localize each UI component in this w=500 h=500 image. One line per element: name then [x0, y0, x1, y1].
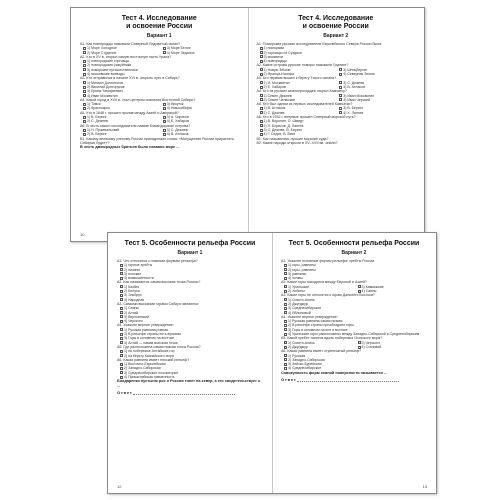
option-label: 1) И. Москвитин [263, 80, 290, 85]
test-title: Тест 4. Исследование [298, 15, 374, 22]
test-title: и освоение России [126, 23, 193, 30]
answer-options [117, 306, 263, 323]
checkbox[interactable] [120, 307, 123, 310]
page-12 [108, 233, 272, 493]
answer-options [117, 285, 263, 302]
option-label: 3) Зейско-Бурейская [288, 362, 322, 367]
option-label: 4) Среднесибирское [288, 366, 322, 371]
option-label: 2) Западно-Сибирская [288, 357, 325, 362]
option-label: 4) Иван Москвитин [87, 93, 118, 98]
checkbox[interactable] [260, 124, 263, 127]
answer-option[interactable] [163, 51, 239, 55]
checkbox[interactable] [284, 268, 287, 271]
option-label: 1) Н. Пржевальский [87, 127, 120, 132]
test-title: Тест 5. Особенности рельефа России [288, 240, 420, 247]
option-label: 1) Томск [87, 102, 101, 107]
option-label: 2) горы, равнины [288, 267, 316, 272]
question-text: А5. Кто был одним из первых исследователей Камчатки? [256, 102, 353, 107]
option-label: 4) Яблоновый [288, 310, 311, 315]
answer-line [281, 377, 427, 382]
option-label: 1) поморами [263, 46, 285, 51]
checkbox[interactable] [120, 367, 123, 370]
question-text: А1. Укажите основные формы рельефа: хребты России. [281, 259, 376, 263]
bottom-book-spread [107, 232, 437, 494]
option-label: 1) Русская равнина ровная [124, 327, 169, 332]
checkbox[interactable] [83, 81, 86, 84]
option-label: 3) Море Белое [166, 46, 191, 51]
question-text: А5. Кто в 1648 г. прошел пролив между Азией и Америкой? [80, 110, 179, 115]
checkbox[interactable] [83, 73, 86, 76]
checkbox[interactable] [284, 320, 287, 323]
checkbox[interactable] [120, 337, 123, 340]
option-label: 2) Л. Борисов, Д. Лаптев [263, 123, 304, 128]
question-text: А5. Какой хребет тянется вдоль побережья Охотского моря? [281, 336, 383, 341]
page-number: 12 [117, 484, 122, 489]
question-text: А4. Кто из русских землепроходцев открыл Камчатку? [256, 89, 347, 94]
answer-options [257, 68, 416, 77]
checkbox[interactable] [260, 129, 263, 132]
option-label: 2) низины [124, 267, 140, 272]
page-number: 13 [422, 484, 427, 489]
checkbox[interactable] [284, 272, 287, 275]
option-label: 4) Северная Земля [343, 72, 375, 77]
checkbox[interactable] [260, 60, 263, 63]
bold-question: Совокупность форм земной поверхности называется ... [281, 370, 388, 375]
option-label: 1) В. Беринг [87, 115, 107, 120]
option-label: 3) Среднесибирское плоскогорье [124, 370, 179, 375]
checkbox[interactable] [120, 354, 123, 357]
option-label: 4) Прикаспийская низменность [124, 375, 175, 380]
option-label: 1) Михаил Долгоногов [87, 80, 123, 85]
option-label: 3) Шпицберген [343, 67, 368, 72]
option-label: 1) Русская [288, 353, 306, 358]
checkbox[interactable] [260, 68, 263, 71]
option-label: 2) Белуха [124, 289, 140, 294]
question-text: А1. Как новгородцы называли Северный Ледовитый океан? [80, 42, 181, 46]
option-label: 1) на побережье Алтайских гор [124, 349, 175, 354]
checkbox[interactable] [260, 98, 263, 101]
checkbox[interactable] [284, 290, 287, 293]
option-label: 1) горы, равнины [288, 263, 316, 268]
option-label: 3) С. Дежнев [343, 80, 365, 85]
option-label: 1) Уральские [288, 284, 310, 289]
question-text: А2. Как называется самая высокая точка России? [117, 280, 201, 285]
checkbox[interactable] [284, 358, 287, 361]
checkbox[interactable] [120, 371, 123, 374]
answer-options [257, 119, 416, 136]
checkbox[interactable] [163, 103, 166, 106]
checkbox[interactable] [120, 277, 123, 280]
option-label: 2) Красноярск [87, 106, 110, 111]
checkbox[interactable] [163, 133, 166, 136]
answer-options [257, 81, 416, 90]
variant-label: Вариант 2 [341, 250, 367, 256]
checkbox[interactable] [83, 94, 86, 97]
checkbox[interactable] [120, 311, 123, 314]
checkbox[interactable] [163, 120, 166, 123]
option-label: 2) Семен Челюскин [263, 97, 296, 102]
checkbox[interactable] [260, 120, 263, 123]
checkbox[interactable] [339, 68, 342, 71]
checkbox[interactable] [83, 129, 86, 132]
question-text: А3. Кто отправился в начале XVI в. открыть путь в Сибирь? [80, 76, 180, 81]
checkbox[interactable] [358, 285, 361, 288]
option-label: 3) Черского [361, 340, 381, 345]
answer-label: Ответ [281, 377, 297, 383]
checkbox[interactable] [284, 341, 287, 344]
checkbox[interactable] [83, 133, 86, 136]
option-label: 3) С. Дежнев [166, 127, 188, 132]
checkbox[interactable] [284, 303, 287, 306]
option-label: 2) Хибины [288, 289, 305, 294]
checkbox[interactable] [120, 320, 123, 323]
answer-options [117, 349, 263, 358]
checkbox[interactable] [120, 350, 123, 353]
question-text: А6. Кто в 1932 г. впервые прошел Северный морской путь? [256, 115, 356, 120]
checkbox[interactable] [260, 81, 263, 84]
question-text: А5. Где расположена самая низкая точка России? [117, 344, 201, 349]
test-title: Тест 4. Исследование [121, 15, 197, 22]
option-label: 4) Народная [124, 297, 145, 302]
answer-blank[interactable] [297, 381, 399, 382]
checkbox[interactable] [120, 315, 123, 318]
option-label: 3) Среднесибирское [288, 306, 322, 311]
question-text: А6. В честь какого исследователя назван Командорские острова? [80, 123, 191, 128]
question-text: А1. Что относится к главным формам рельефа? [117, 259, 198, 263]
checkbox[interactable] [358, 290, 361, 293]
answer-option[interactable] [358, 345, 428, 349]
checkbox[interactable] [83, 68, 86, 71]
question-text: А6. Какая равнина имеет плоский рельеф? [117, 357, 190, 362]
option-label: 1) Саяны [124, 306, 139, 311]
answer-options [80, 102, 239, 111]
test-title: Тест 5. Особенности рельефа России [124, 240, 256, 247]
checkbox[interactable] [120, 328, 123, 331]
option-label: 4) возвышенности [124, 276, 154, 281]
bold-question: Бондаренко пустыню рос о России тянет на север, а его свидетельствует о ... [117, 379, 261, 388]
checkbox[interactable] [83, 86, 86, 89]
option-label: 2) Франца-Иосифа [263, 72, 295, 77]
option-label: 2) Джугджур [288, 301, 308, 306]
answer-option[interactable] [163, 132, 239, 136]
option-label: 3) москвичи [263, 54, 283, 59]
answer-options [257, 94, 416, 103]
option-label: 4) Уральские горы расположены между Западно-Сибирской и Среднесибирским [288, 332, 420, 337]
option-label: 4) В. Атласов [343, 84, 365, 89]
checkbox[interactable] [284, 311, 287, 314]
checkbox[interactable] [284, 363, 287, 366]
answer-options [281, 285, 427, 294]
checkbox[interactable] [83, 120, 86, 123]
option-label: 2) Алтай [124, 310, 138, 315]
question-text: А6. Какая равнина имеет ступенчатый рельеф? [281, 349, 361, 354]
option-label: 2) В рельефе страны преобладают горы [288, 323, 354, 328]
option-label: 1) В. Воронин, О. Шмидт [263, 119, 304, 124]
checkbox[interactable] [260, 111, 263, 114]
option-label: 3) Эльбрус [124, 293, 142, 298]
option-label: 3) Кавказские [361, 284, 384, 289]
checkbox[interactable] [83, 116, 86, 119]
question-text: А2. Кто в XV в. открыл самую восточную часть Урала? [80, 54, 172, 59]
checkbox[interactable] [83, 64, 86, 67]
checkbox[interactable] [83, 60, 86, 63]
checkbox[interactable] [120, 294, 123, 297]
checkbox[interactable] [339, 107, 342, 110]
option-label: 2) С. Дежнев [263, 110, 285, 115]
question-text: А4. Укажите верное утверждение: [281, 314, 338, 319]
answer-option[interactable] [339, 85, 415, 89]
answer-options [281, 263, 427, 280]
option-label: 1) Сихотэ-Алинь [288, 297, 315, 302]
option-label: 2) В рельефе страны есть вулканы [124, 332, 182, 337]
bold-question: В честь двоюродных братьев было названо море ... [80, 145, 180, 150]
option-label: 3) Горы в основном на юге и востоке [288, 327, 348, 332]
checkbox[interactable] [120, 298, 123, 301]
option-label: 4) холмы [288, 276, 303, 281]
variant-label: Вариант 1 [177, 250, 203, 256]
checkbox[interactable] [284, 298, 287, 301]
option-label: 1) Сихотэ-Алинь [288, 340, 315, 345]
checkbox[interactable] [120, 290, 123, 293]
option-label: 3) равнины [288, 271, 307, 276]
question-text: А1. Поморские русские исследователи Европейского Севера России были: [256, 42, 383, 46]
option-label: 2) В. Беринг [87, 132, 107, 137]
question-text: А3. Самыми высокими горами Сибири являются: [117, 301, 200, 306]
checkbox[interactable] [358, 341, 361, 344]
checkbox[interactable] [284, 285, 287, 288]
answer-options [117, 263, 263, 280]
checkbox[interactable] [120, 264, 123, 267]
checkbox[interactable] [120, 341, 123, 344]
answer-blank[interactable] [133, 394, 235, 395]
question-text: А4. Какой город в XVII в. стал центром освоения Восточной Сибири? [80, 97, 196, 102]
checkbox[interactable] [284, 307, 287, 310]
option-label: 1) Русская равнина самая низкая [288, 319, 343, 324]
answer-options [281, 319, 427, 336]
checkbox[interactable] [260, 86, 263, 89]
answer-options [80, 81, 239, 98]
question-text: А3. Какие горы не относятся к горам Дальнего Востока? [281, 293, 375, 298]
checkbox[interactable] [120, 363, 123, 366]
option-label: 4) Х. Лаптев [343, 110, 364, 115]
option-label: 3) А. Чириков [166, 115, 189, 120]
answer-options [80, 59, 239, 76]
option-label: 3) Иван Москвитин [343, 93, 375, 98]
option-label: 1) Восточно-Европейская [124, 362, 166, 367]
checkbox[interactable] [163, 51, 166, 54]
answer-option[interactable] [83, 132, 159, 136]
checkbox[interactable] [83, 51, 86, 54]
answer-options [281, 298, 427, 315]
option-label: 2) Е. Хабаров [263, 84, 286, 89]
checkbox[interactable] [284, 328, 287, 331]
option-label: 2) Джугджур [288, 344, 308, 349]
checkbox[interactable] [260, 47, 263, 50]
checkbox[interactable] [284, 367, 287, 370]
option-label: 2) торговцы из Суздаля [263, 50, 302, 55]
checkbox[interactable] [260, 133, 263, 136]
checkbox[interactable] [163, 47, 166, 50]
page-number: 10 [80, 232, 85, 237]
checkbox[interactable] [260, 94, 263, 97]
checkbox[interactable] [163, 107, 166, 110]
checkbox[interactable] [339, 81, 342, 84]
answer-options [80, 115, 239, 124]
option-label: 2) новгородские ушкуйники [87, 63, 132, 68]
checkbox[interactable] [120, 333, 123, 336]
option-label: 3) С. Дежнев, В. Беринг [263, 127, 302, 132]
question-text: А3. Кто первым вышел к берегу Тихого океана? [256, 76, 337, 81]
option-label: 4) московские воеводы [87, 72, 125, 77]
option-label: 2) на берегу Каспийского моря [124, 353, 174, 358]
checkbox[interactable] [120, 376, 123, 379]
checkbox[interactable] [83, 107, 86, 110]
option-label: 3) Горы в основном на востоке [124, 336, 175, 341]
answer-options [117, 328, 263, 345]
option-label: 3) Иркутск [166, 102, 184, 107]
option-label: 4) Алтай — самая высокая точка [124, 340, 178, 345]
option-label: 4) Море Ледяное [166, 50, 195, 55]
top-book-spread [70, 7, 425, 242]
checkbox[interactable] [83, 90, 86, 93]
checkbox[interactable] [284, 354, 287, 357]
option-label: 1) Семен Дежнев [263, 93, 292, 98]
checkbox[interactable] [120, 285, 123, 288]
answer-line [117, 390, 263, 395]
option-label: 2) Море Студеное [87, 50, 117, 55]
answer-option[interactable] [163, 119, 239, 123]
option-label: 4) Черского [124, 319, 143, 324]
checkbox[interactable] [284, 324, 287, 327]
option-label: 1) новгородские торговцы [87, 59, 129, 64]
answer-options [257, 106, 416, 115]
checkbox[interactable] [284, 264, 287, 267]
answer-options [281, 354, 427, 371]
option-label: 1) горные хребты [124, 263, 153, 268]
checkbox[interactable] [284, 346, 287, 349]
checkbox[interactable] [339, 94, 342, 97]
page-11 [248, 8, 425, 241]
checkbox[interactable] [120, 268, 123, 271]
page-13 [272, 233, 436, 493]
option-label: 4) новгородцы [263, 59, 287, 64]
question-text: В1. Какому великому ученому России принадлежат слова: «Могущество России прирастать Сибирью будет»? [80, 136, 234, 145]
answer-options [117, 362, 263, 379]
checkbox[interactable] [339, 73, 342, 76]
checkbox[interactable] [260, 51, 263, 54]
option-label: 4) В. Атласов [166, 132, 189, 137]
checkbox[interactable] [163, 129, 166, 132]
option-label: 4) Новосибирск [166, 106, 192, 111]
checkbox[interactable] [339, 98, 342, 101]
option-label: 4) Г. Седов, В. Визе [263, 132, 296, 137]
variant-label: Вариант 1 [146, 33, 172, 39]
question-text: А2. Какие острова русские поморы называли Грумант? [256, 63, 349, 68]
answer-option[interactable] [260, 132, 416, 136]
answer-options [80, 128, 239, 137]
option-label: 2) Василий Долгоруков [87, 84, 125, 89]
checkbox[interactable] [260, 55, 263, 58]
answer-options [281, 341, 427, 350]
answer-label: Ответ [117, 390, 133, 396]
checkbox[interactable] [260, 73, 263, 76]
option-label: 1) Море Холодное [87, 46, 117, 51]
option-label: 4) Становой [361, 344, 382, 349]
test-title: и освоение России [302, 23, 369, 30]
option-label: 3) поморские путешественники [87, 67, 138, 72]
checkbox[interactable] [358, 346, 361, 349]
checkbox[interactable] [83, 47, 86, 50]
checkbox[interactable] [284, 333, 287, 336]
answer-options [80, 46, 239, 55]
checkbox[interactable] [339, 111, 342, 114]
checkbox[interactable] [339, 86, 342, 89]
answer-option[interactable] [339, 72, 415, 76]
checkbox[interactable] [284, 277, 287, 280]
option-label: 4) Е. Хабаров [166, 119, 190, 124]
option-label: 3) плоские [124, 271, 142, 276]
option-label: 1) Казбек [124, 284, 140, 289]
option-label: 3) Ермак Тимофеевич [87, 89, 123, 94]
option-label: 1) В. Атласов [263, 106, 286, 111]
option-label: 3) Верхоянский [124, 314, 149, 319]
checkbox[interactable] [260, 107, 263, 110]
checkbox[interactable] [120, 272, 123, 275]
option-label: 1) Новую Землю [263, 67, 291, 72]
question-text: А4. Укажите верное утверждение: [117, 323, 174, 328]
option-label: 2) С. Дежнев [87, 119, 108, 124]
question-text: В2. Какие народы открыли в XV–XVII вв. земли? [256, 140, 338, 145]
answer-option[interactable] [83, 119, 159, 123]
question-text: А2. Какие горы находятся между Европой и Азией? [281, 280, 367, 285]
checkbox[interactable] [163, 116, 166, 119]
answer-options [257, 46, 416, 63]
checkbox[interactable] [83, 103, 86, 106]
variant-label: Вариант 2 [323, 33, 349, 39]
page-10 [71, 8, 248, 241]
option-label: 4) Саяны [361, 289, 377, 294]
option-label: 4) Иван Черский [343, 97, 370, 102]
option-label: 3) В. Беринг [343, 106, 363, 111]
question-text: В1. Как назывались лучшие морские суда? [256, 136, 329, 141]
option-label: 2) Западно-Сибирская [124, 366, 161, 371]
